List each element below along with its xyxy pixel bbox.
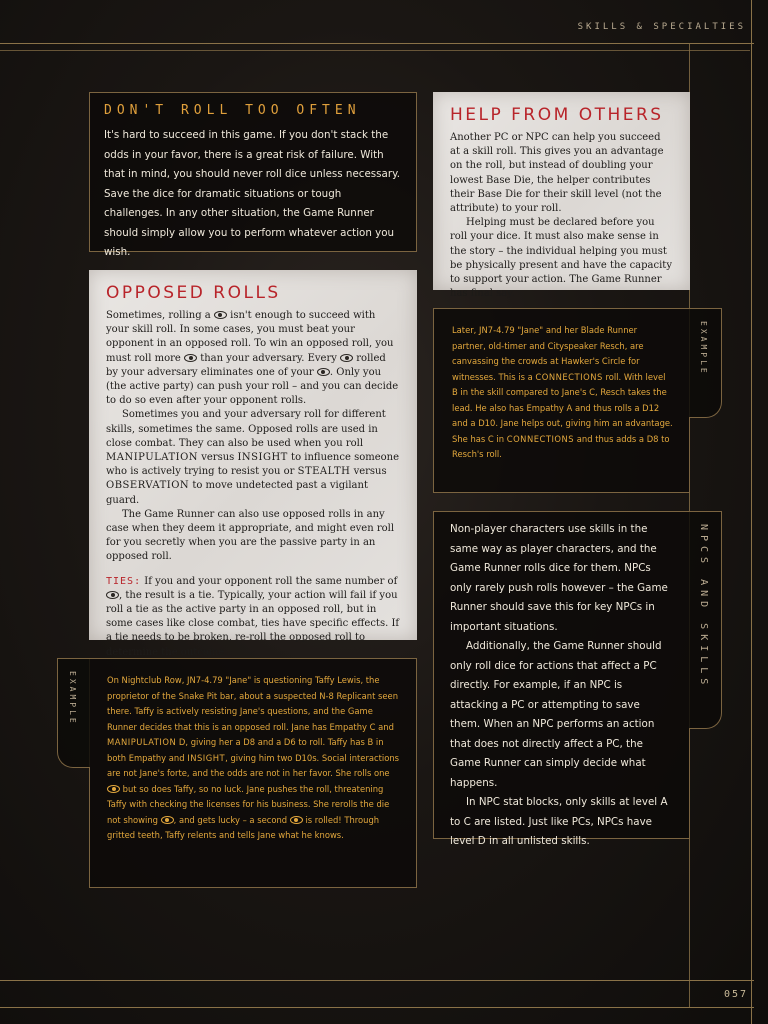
opposed-text: versus xyxy=(201,452,235,464)
dont-roll-box xyxy=(89,92,417,258)
skill-insight: INSIGHT xyxy=(237,452,288,464)
example-text: roll. With level B in the skill compared to Jane's C, Resch takes the lead. He also has Empathy A and thus rolls a D12 and a D10. Jane helps out, giving him an advantage. She has C in xyxy=(452,371,673,444)
success-eye-icon xyxy=(184,354,197,362)
skill-manipulation: MANIPULATION xyxy=(107,737,177,747)
skill-observation: OBSERVATION xyxy=(106,480,190,492)
skill-connections: CONNECTIONS xyxy=(506,433,575,444)
example-text: is rolled! Through gritted teeth, Taffy relents and tells Jane what he knows. xyxy=(107,814,380,840)
help-title: HELP FROM OTHERS xyxy=(450,105,664,125)
success-eye-icon xyxy=(161,816,174,824)
opposed-paragraph-3 xyxy=(106,508,400,565)
top-rule xyxy=(0,43,754,44)
bottom-rule xyxy=(0,980,754,981)
success-eye-icon xyxy=(340,354,353,362)
opposed-text: The Game Runner can also use opposed rolls in any case when they deem it appropriate, and might even roll for you secretly when you are the passive party in an opposed roll. xyxy=(106,508,395,563)
success-eye-icon xyxy=(214,311,227,319)
opposed-box xyxy=(89,270,417,658)
example-tab-1-label: EXAMPLE xyxy=(699,321,708,376)
example-text: , giving him two D10s. Social interactions are not Jane's forte, and the odds are not in her favor. She rolls one xyxy=(107,752,400,778)
dont-roll-title: DON'T ROLL TOO OFTEN xyxy=(104,103,361,118)
help-paragraph-1: Another PC or NPC can help you succeed at a skill roll. This gives you an advantage on the roll, but instead of doubling your lowest Base Die, the helper contributes their Base Die for their skill level (not the attribute) to your roll. xyxy=(450,132,664,215)
npcs-box xyxy=(433,511,690,847)
npcs-paragraph-3: In NPC stat blocks, only skills at level A to C are listed. Just like PCs, NPCs have level D in all unlisted skills. xyxy=(450,796,668,847)
help-body xyxy=(450,131,673,301)
success-eye-icon xyxy=(107,785,120,793)
success-eye-icon xyxy=(317,368,330,376)
npcs-body xyxy=(450,520,673,852)
top-rule-2 xyxy=(0,50,750,51)
example-box-2 xyxy=(89,658,417,888)
example-text: , and gets lucky – a second xyxy=(173,814,288,825)
page-number: 057 xyxy=(723,989,748,1000)
opposed-text: , the result is a tie. Typically, your action will fail if you roll a tie as the active party in an opposed roll, but in some cases like close combat, ties have specific effects. If a tie needs to be broken, re-roll the opposed roll to determine the outcome. xyxy=(106,589,400,658)
example-2-text xyxy=(107,673,400,844)
bottom-rule-2 xyxy=(0,1007,754,1008)
npcs-tab-label: NPCS AND SKILLS xyxy=(698,524,709,690)
example-1-text xyxy=(452,323,673,463)
skill-insight: INSIGHT xyxy=(187,752,226,763)
npcs-paragraph-1: Non-player characters use skills in the same way as player characters, and the Game Runner rolls dice for them. NPCs only rarely push rolls however – the Game Runner should save this for key NPCs in important situations. xyxy=(450,523,668,633)
skill-stealth: STEALTH xyxy=(297,466,351,478)
right-rule xyxy=(751,0,752,1024)
ties-label: TIES: xyxy=(106,575,142,587)
opposed-text: to influence someone who is actively trying to resist you or xyxy=(106,452,400,478)
opposed-text: than your adversary. Every xyxy=(200,352,337,364)
opposed-paragraph-2 xyxy=(106,408,400,507)
opposed-text: to move undetected past a vigilant guard. xyxy=(106,480,368,506)
skill-manipulation: MANIPULATION xyxy=(106,452,199,464)
example-box-1 xyxy=(433,308,690,493)
opposed-text: versus xyxy=(353,466,387,478)
section-header: SKILLS & SPECIALTIES xyxy=(577,22,746,32)
opposed-text: isn't enough to succeed with your skill roll. In some cases, you must beat your opponent in an opposed roll. To win an opposed roll, you must roll more xyxy=(106,310,394,364)
opposed-text: Sometimes you and your adversary roll for different skills, sometimes the same. Opposed rolls are used in close combat. They can also be used when you roll xyxy=(106,409,386,449)
ties-paragraph xyxy=(106,575,400,660)
npcs-paragraph-2: Additionally, the Game Runner should only roll dice for actions that affect a PC directly. For example, if an NPC is attacking a PC or attempting to save them. When an NPC performs an action that does not directly affect a PC, the Game Runner can simply decide what happens. xyxy=(450,640,662,789)
success-eye-icon xyxy=(106,591,119,599)
help-box xyxy=(433,92,690,300)
example-text: Later, JN7-4.79 "Jane" and her Blade Runner partner, old-timer and Cityspeaker Resch, are canvassing the crowds at Hawker's Circle for witnesses. This is a xyxy=(452,325,644,382)
skill-connections: CONNECTIONS xyxy=(535,371,603,382)
help-paragraph-2: Helping must be declared before you roll your dice. It must also make sense in the story – the individual helping you must be physically present and have the capacity to support your action. The Game Runner has final say. xyxy=(450,217,672,300)
example-tab-2 xyxy=(57,658,90,768)
example-text: On Nightclub Row, JN7-4.79 "Jane" is questioning Taffy Lewis, the proprietor of the Snake Pit bar, about a suspected N-8 Replicant seen there. Taffy is actively resisting Jane's questions, and the Game Runner decides that this is an opposed roll. Jane has Empathy C and xyxy=(107,675,399,732)
example-tab-1 xyxy=(689,308,722,418)
example-text: but so does Taffy, so no luck. Jane pushes the roll, threatening Taffy with checking the licenses for his business. She rerolls the die not showing xyxy=(107,783,390,825)
opposed-text: . Only you (the active party) can push your roll – and you can decide to do so even after your opponent rolls. xyxy=(106,366,399,407)
success-eye-icon xyxy=(290,816,303,824)
opposed-text: rolled by your adversary eliminates one of your xyxy=(106,352,386,378)
example-text: D, giving her a D8 and a D6 to roll. Taffy has B in both Empathy and xyxy=(107,737,384,763)
opposed-title: OPPOSED ROLLS xyxy=(106,283,281,303)
opposed-paragraph-1 xyxy=(106,309,400,408)
example-tab-2-label: EXAMPLE xyxy=(68,671,77,726)
opposed-text: Sometimes, rolling a xyxy=(106,310,211,321)
npcs-tab xyxy=(689,511,722,729)
opposed-text: If you and your opponent roll the same number of xyxy=(144,575,398,587)
dont-roll-body: It's hard to succeed in this game. If you don't stack the odds in your favor, there is a great risk of failure. With that in mind, you should never roll dice unless necessary. Save the dice for dramatic situations or tough challenges. In any other situation, the Game Runner should simply allow you to perform whatever action you wish. xyxy=(104,129,400,258)
example-text: and thus adds a D8 to Resch's roll. xyxy=(452,433,670,459)
